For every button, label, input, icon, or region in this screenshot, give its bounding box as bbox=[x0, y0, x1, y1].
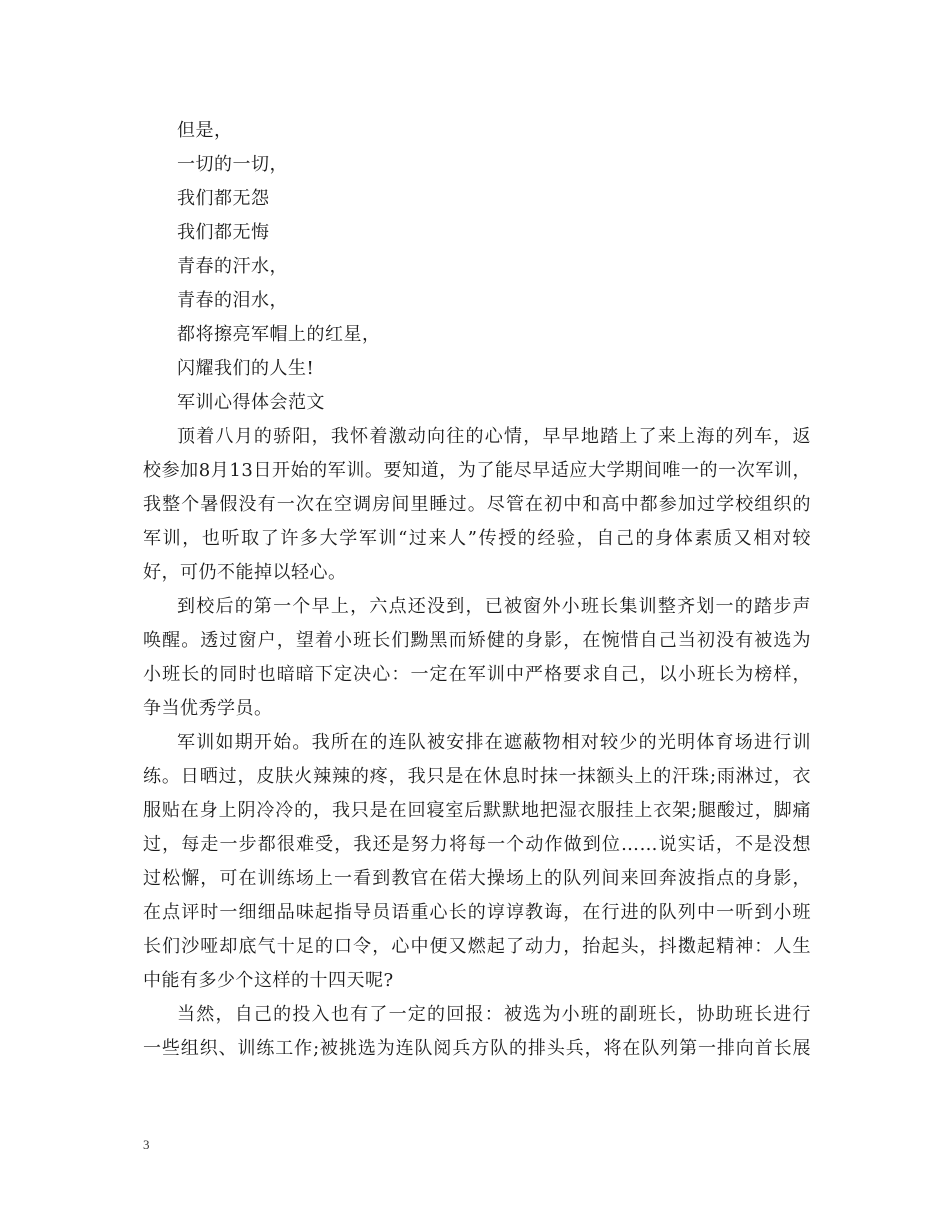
poem-line: 都将擦亮军帽上的红星， bbox=[177, 324, 381, 345]
paragraph bbox=[143, 590, 811, 726]
poem-line: 一切的一切， bbox=[177, 154, 288, 175]
poem-line: 但是， bbox=[177, 120, 233, 141]
paragraph-line: 争当优秀学员。 bbox=[143, 698, 273, 719]
paragraph-line: 小班长的同时也暗暗下定决心：一定在军训中严格要求自己，以小班长为榜样， bbox=[143, 664, 811, 685]
poem-line: 闪耀我们的人生! bbox=[177, 358, 315, 379]
poem-line: 青春的汗水， bbox=[177, 256, 288, 277]
poem-line: 我们都无悔 bbox=[177, 222, 270, 243]
page-number: 3 bbox=[143, 1137, 150, 1152]
paragraph bbox=[143, 998, 811, 1066]
poem bbox=[143, 114, 811, 386]
paragraph-line: 中能有多少个这样的十四天呢? bbox=[143, 970, 394, 991]
paragraph-line: 军训，也听取了许多大学军训“过来人”传授的经验，自己的身体素质又相对较 bbox=[143, 528, 811, 549]
paragraph-line: 顶着八月的骄阳，我怀着激动向往的心情，早早地踏上了来上海的列车，返 bbox=[177, 426, 811, 447]
paragraph-line: 军训如期开始。我所在的连队被安排在遮蔽物相对较少的光明体育场进行训 bbox=[177, 732, 811, 753]
paragraph-line: 在点评时一细细品味起指导员语重心长的谆谆教诲，在行进的队列中一听到小班 bbox=[143, 902, 811, 923]
paragraph-line: 校参加8月13日开始的军训。要知道，为了能尽早适应大学期间唯一的一次军训， bbox=[143, 460, 811, 481]
paragraph-line: 服贴在身上阴冷冷的，我只是在回寝室后默默地把湿衣服挂上衣架;腿酸过，脚痛 bbox=[143, 800, 811, 821]
paragraph-line: 当然，自己的投入也有了一定的回报：被选为小班的副班长，协助班长进行 bbox=[177, 1004, 811, 1025]
paragraph-line: 一些组织、训练工作;被挑选为连队阅兵方队的排头兵，将在队列第一排向首长展 bbox=[143, 1038, 811, 1059]
paragraph bbox=[143, 420, 811, 590]
paragraph-line: 过，每走一步都很难受，我还是努力将每一个动作做到位……说实话，不是没想 bbox=[143, 834, 811, 855]
paragraph-line: 好，可仍不能掉以轻心。 bbox=[143, 562, 347, 583]
paragraph-line: 练。日晒过，皮肤火辣辣的疼，我只是在休息时抹一抹额头上的汗珠;雨淋过，衣 bbox=[143, 766, 811, 787]
section-title: 军训心得体会范文 bbox=[177, 392, 325, 413]
paragraph bbox=[143, 726, 811, 998]
paragraph-line: 长们沙哑却底气十足的口令，心中便又燃起了动力，抬起头，抖擞起精神：人生 bbox=[143, 936, 811, 957]
paragraph-line: 过松懈，可在训练场上一看到教官在偌大操场上的队列间来回奔波指点的身影， bbox=[143, 868, 811, 889]
poem-line: 我们都无怨 bbox=[177, 188, 270, 209]
paragraph-line: 到校后的第一个早上，六点还没到，已被窗外小班长集训整齐划一的踏步声 bbox=[177, 596, 811, 617]
poem-line: 青春的泪水， bbox=[177, 290, 288, 311]
paragraph-line: 我整个暑假没有一次在空调房间里睡过。尽管在初中和高中都参加过学校组织的 bbox=[143, 494, 811, 515]
document-body bbox=[143, 114, 811, 1066]
paragraph-line: 唤醒。透过窗户，望着小班长们黝黑而矫健的身影，在惋惜自己当初没有被选为 bbox=[143, 630, 811, 651]
